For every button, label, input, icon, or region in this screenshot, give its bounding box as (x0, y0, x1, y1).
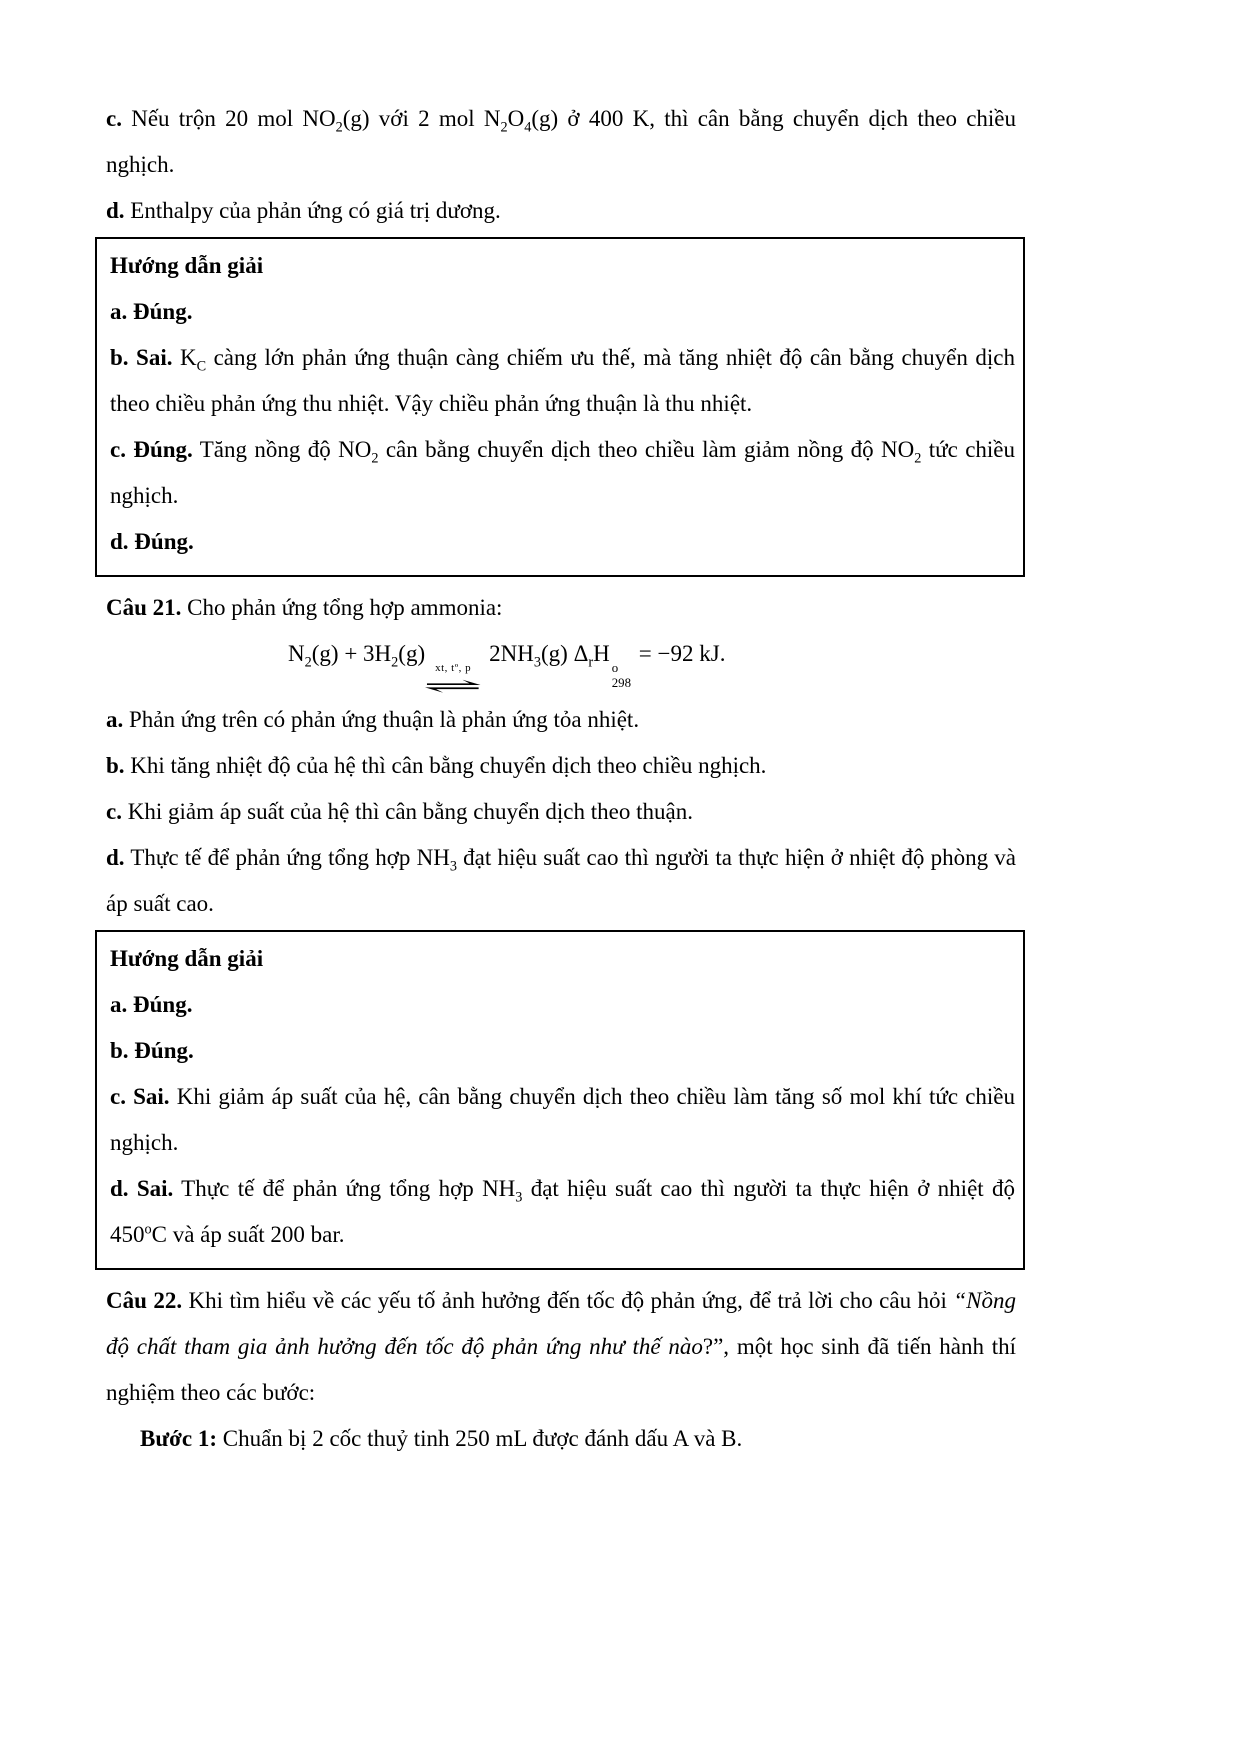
solution-answer-c: c. Sai. Khi giảm áp suất của hệ, cân bằng chuyển dịch theo chiều làm tăng số mol khí tức chiều nghịch. (110, 1083, 1016, 1155)
solution-answer-c: c. Đúng. Tăng nồng độ $NO_2$ cân bằng chuyển dịch theo chiều làm giảm nồng độ $NO_2$ tức chiều nghịch. (110, 437, 1016, 508)
solution-box-q20 (95, 237, 1025, 577)
solution-box-q21 (95, 930, 1025, 1270)
equilibrium-arrow: xt, tº, p ⇌ (423, 662, 484, 698)
solution-answer-a: a. Đúng. (110, 299, 193, 324)
question-21-statement-b: b. Khi tăng nhiệt độ của hệ thì cân bằng chuyển dịch theo chiều nghịch. (106, 752, 767, 778)
reversible-reaction-icon: ⇌ (423, 673, 484, 698)
question-21-stem: Câu 21. Cho phản ứng tổng hợp ammonia: (106, 595, 503, 620)
solution-title: Hướng dẫn giải (110, 945, 264, 971)
question-21-statement-c: c. Khi giảm áp suất của hệ thì cân bằng chuyển dịch theo thuận. (106, 798, 693, 824)
question-22-stem: Câu 22. Khi tìm hiểu về các yếu tố ảnh hưởng đến tốc độ phản ứng, để trả lời cho câu hỏi “Nồng độ chất tham gia ảnh hưởng đến tốc độ phản ứng như thế nào?”, một học sinh đã tiến hành thí nghiệm theo các bước: (106, 1287, 1016, 1405)
question-22-step-1: Bước 1: Chuẩn bị 2 cốc thuỷ tinh 250 mL được đánh dấu A và B. (140, 1425, 743, 1451)
solution-answer-b: b. Sai. $K_C$ càng lớn phản ứng thuận càng chiếm ưu thế, mà tăng nhiệt độ cân bằng chuyển dịch theo chiều phản ứng thu nhiệt. Vậy chiều phản ứng thuận là thu nhiệt. (110, 345, 1015, 416)
superscript-subscript-stack: o 298 (611, 661, 632, 691)
statement-c-previous-question: c. Nếu trộn 20 mol $NO_2(g)$ với 2 mol $N_2O_4(g)$ ở 400 K, thì cân bằng chuyển dịch theo chiều nghịch. (106, 106, 1017, 177)
solution-answer-d: d. Đúng. (110, 529, 194, 554)
solution-answer-d: d. Sai. Thực tế để phản ứng tổng hợp $NH_3$ đạt hiệu suất cao thì người ta thực hiện ở nhiệt độ 450$^o$C và áp suất 200 bar. (110, 1175, 1015, 1247)
solution-title: Hướng dẫn giải (110, 253, 264, 278)
question-21-statement-d: d. Thực tế để phản ứng tổng hợp $NH_3$ đạt hiệu suất cao thì người ta thực hiện ở nhiệt độ phòng và áp suất cao. (106, 844, 1016, 916)
question-21-statement-a: a. Phản ứng trên có phản ứng thuận là phản ứng tỏa nhiệt. (106, 706, 640, 732)
statement-d-previous-question: d. Enthalpy của phản ứng có giá trị dương. (106, 198, 501, 223)
solution-answer-a: a. Đúng. (110, 991, 193, 1017)
ammonia-equilibrium-equation: $N_2(g) + 3H_2(g)$ xt, tº, p ⇌ $2NH_3(g)$ $\Delta_rH$ o 298 = −92 kJ. (288, 641, 726, 698)
solution-answer-b: b. Đúng. (110, 1037, 194, 1063)
